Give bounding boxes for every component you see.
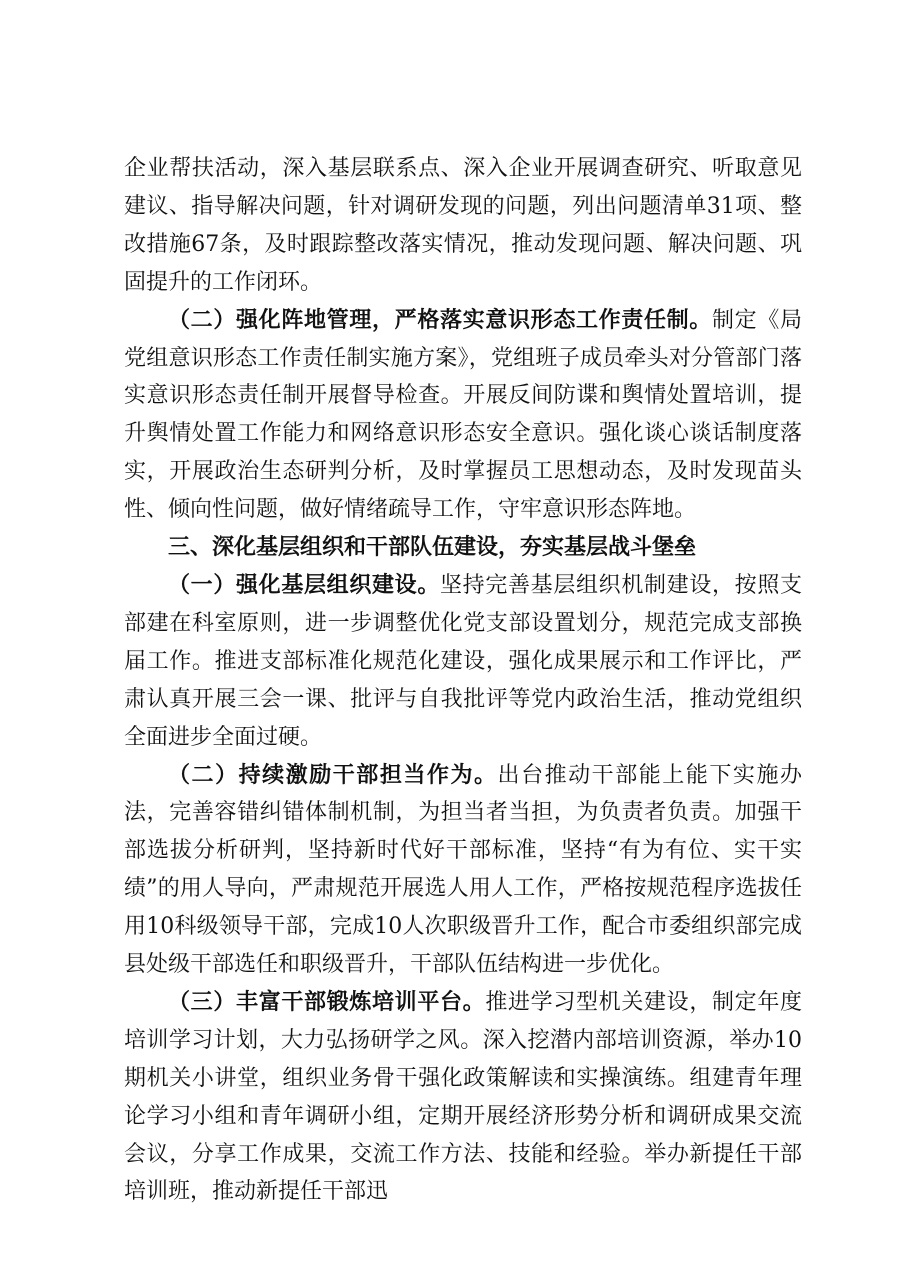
- paragraph-cadre-training: [124, 984, 802, 1211]
- subsection-heading: （二）强化阵地管理，严格落实意识形态工作责任制。: [168, 307, 712, 333]
- paragraph-grassroots-organization: [124, 567, 802, 757]
- paragraph-enterprise-support: [124, 150, 802, 302]
- paragraph-text: 推进学习型机关建设，制定年度培训学习计划，大力弘扬研学之风。深入挖潜内部培训资源，举办10期机关小讲堂，组织业务骨干强化政策解读和实操演练。组建青年理论学习小组和青年调研小组，定期开展经济形势分析和调研成果交流会议，分享工作成果，交流工作方法、技能和经验。举办新提任干部培训班，推动新提任干部迅: [124, 989, 802, 1205]
- subsection-heading: （二）持续激励干部担当作为。: [168, 762, 498, 788]
- paragraph-text: 企业帮扶活动，深入基层联系点、深入企业开展调查研究、听取意见建议、指导解决问题，针对调研发现的问题，列出问题清单31项、整改措施67条，及时跟踪整改落实情况，推动发现问题、解决问题、巩固提升的工作闭环。: [124, 156, 802, 295]
- section-heading: 三、深化基层组织和干部队伍建设，夯实基层战斗堡垒: [168, 535, 697, 561]
- paragraph-text: 制定《局党组意识形态工作责任制实施方案》，党组班子成员牵头对分管部门落实意识形态责任制开展督导检查。开展反间防谍和舆情处置培训，提升舆情处置工作能力和网络意识形态安全意识。强化谈心谈话制度落实，开展政治生态研判分析，及时掌握员工思想动态，及时发现苗头性、倾向性问题，做好情绪疏导工作，守牢意识形态阵地。: [124, 307, 802, 523]
- subsection-heading: （三）丰富干部锻炼培训平台。: [168, 989, 486, 1015]
- subsection-heading: （一）强化基层组织建设。: [168, 572, 440, 598]
- paragraph-position-management: [124, 302, 802, 529]
- document-page: [124, 150, 802, 1211]
- paragraph-text: 坚持完善基层组织机制建设，按照支部建在科室原则，进一步调整优化党支部设置划分，规范完成支部换届工作。推进支部标准化规范化建设，强化成果展示和工作评比，严肃认真开展三会一课、批评与自我批评等党内政治生活，推动党组织全面进步全面过硬。: [124, 572, 802, 750]
- paragraph-text: 出台推动干部能上能下实施办法，完善容错纠错体制机制，为担当者当担，为负责者负责。加强干部选拔分析研判，坚持新时代好干部标准，坚持“有为有位、实干实绩”的用人导向，严肃规范开展选人用人工作，严格按规范程序选拔任用10科级领导干部，完成10人次职级晋升工作，配合市委组织部完成县处级干部选任和职级晋升，干部队伍结构进一步优化。: [124, 762, 802, 978]
- paragraph-cadre-incentives: [124, 757, 802, 984]
